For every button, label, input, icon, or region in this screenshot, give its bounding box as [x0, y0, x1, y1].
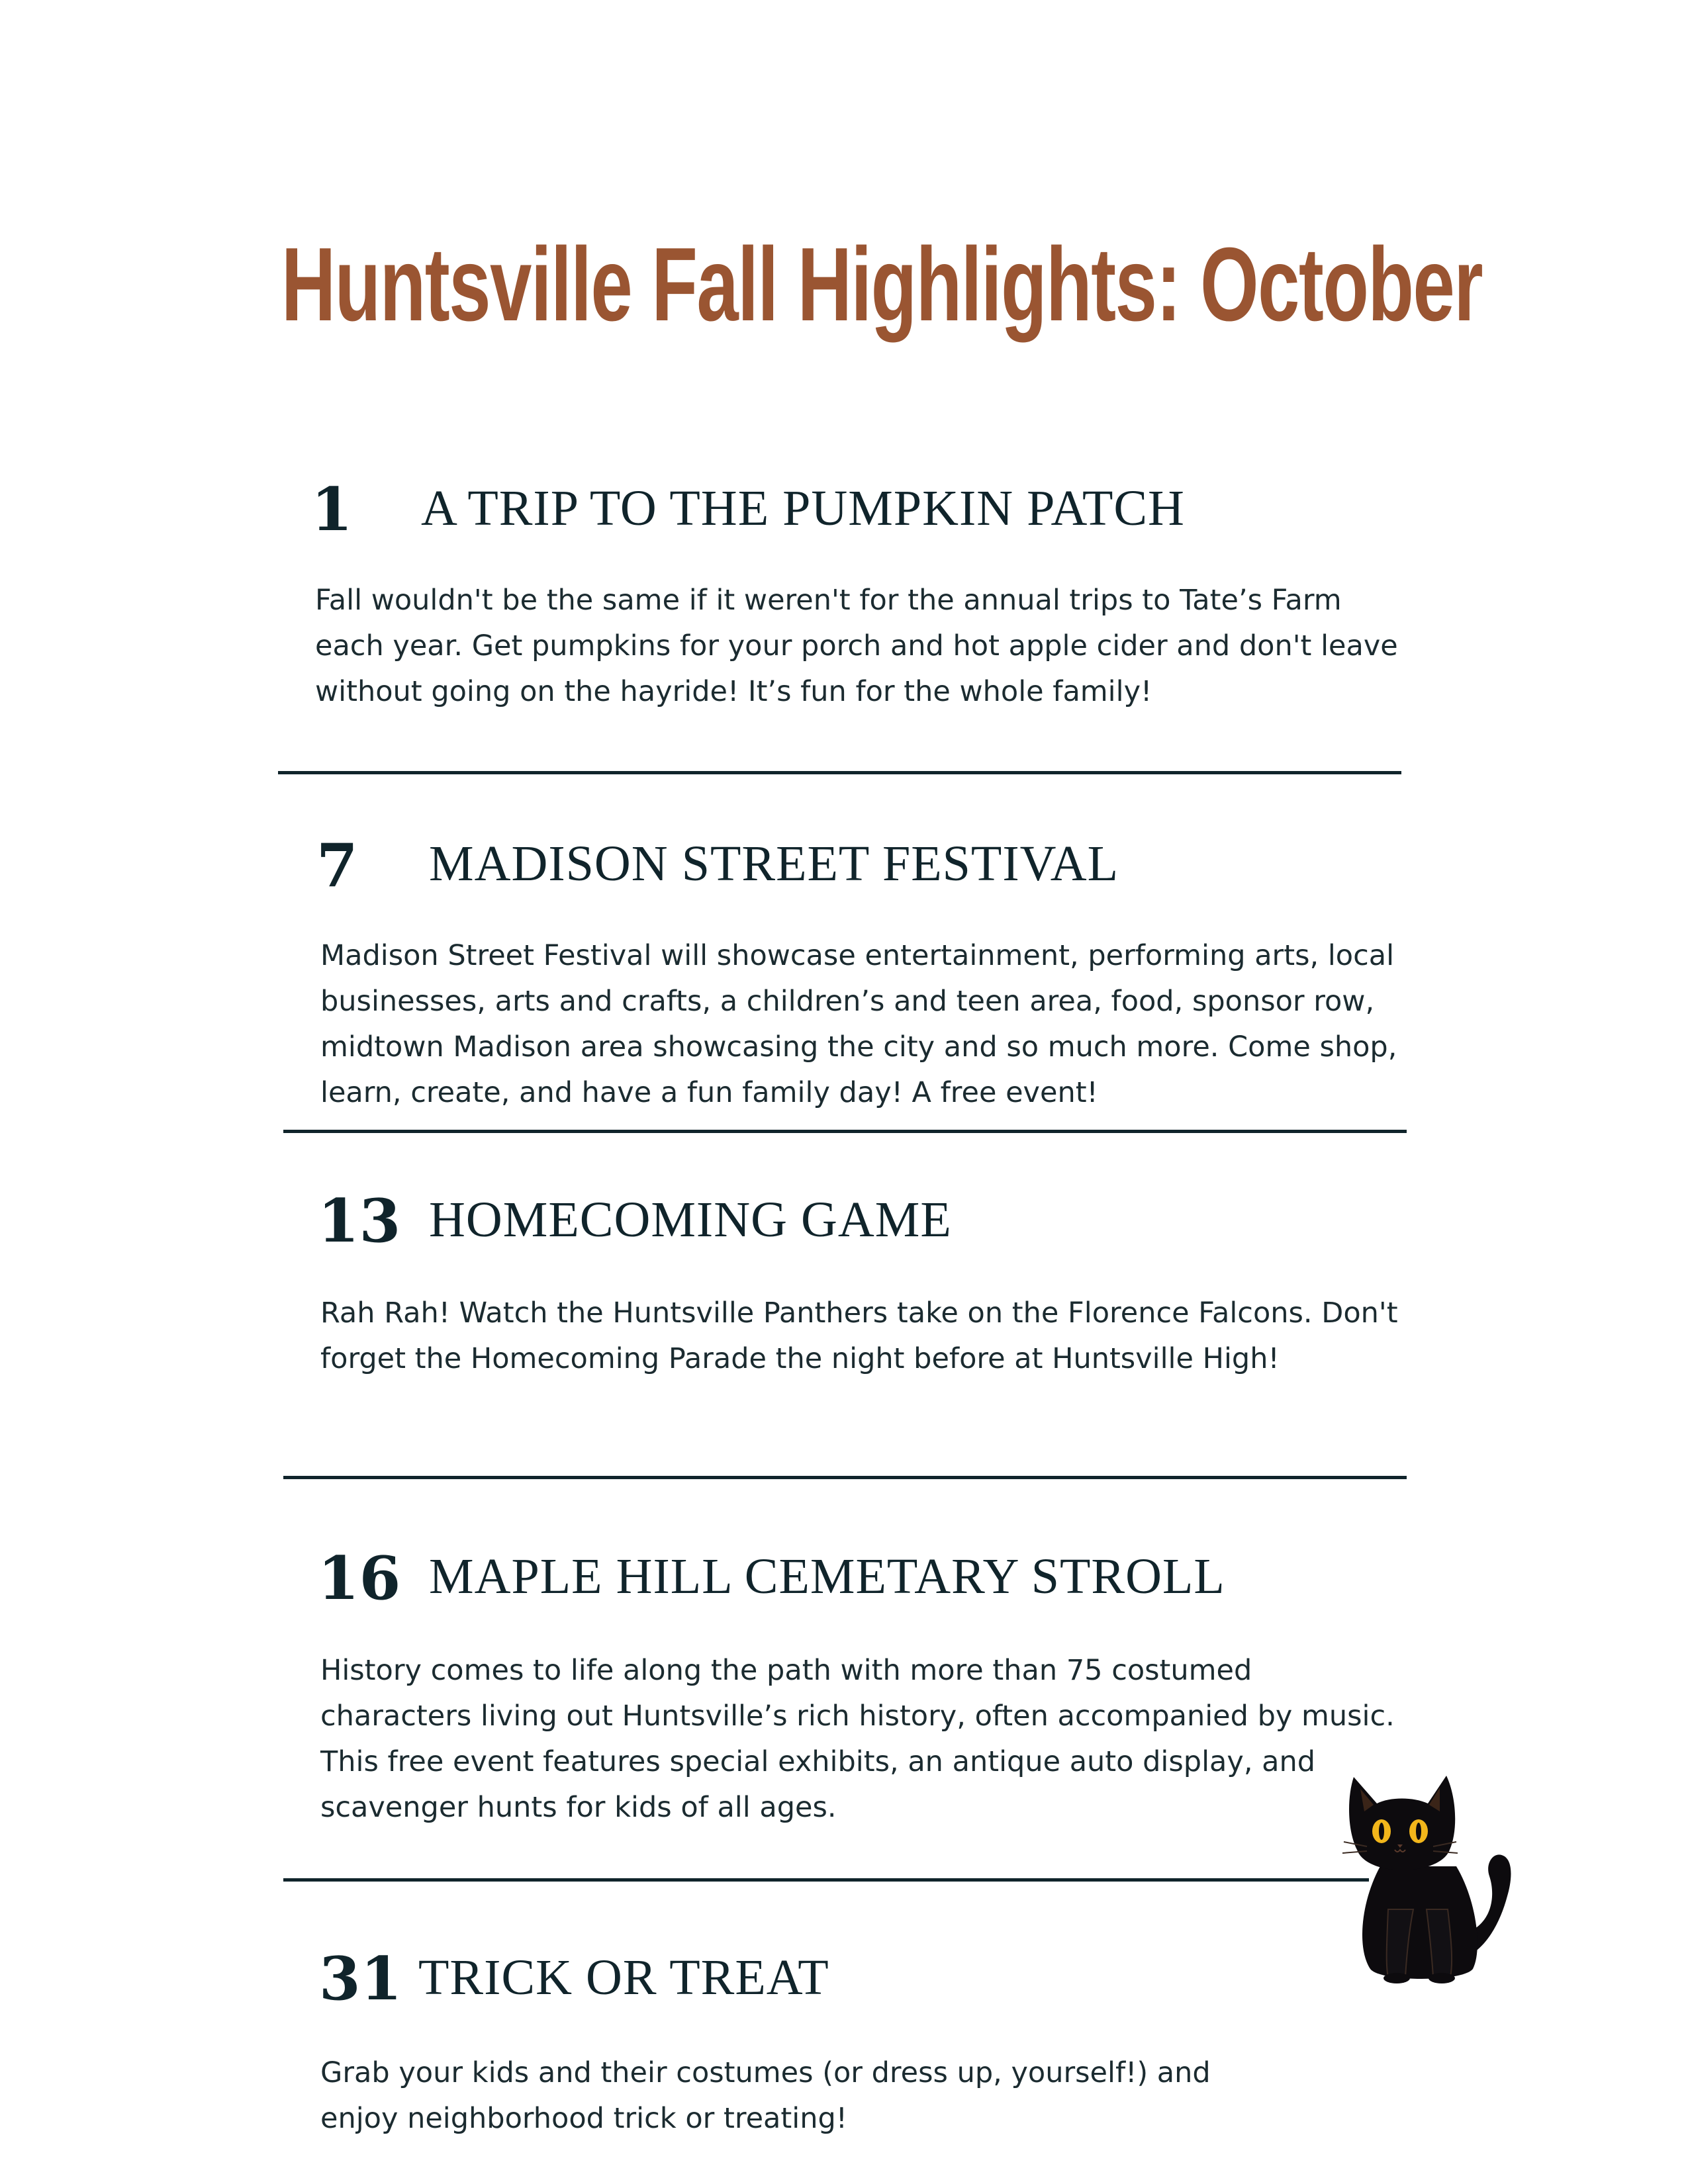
event-heading-pumpkin-patch: A TRIP TO THE PUMPKIN PATCH — [421, 480, 1185, 536]
event-heading-madison-street-festival: MADISON STREET FESTIVAL — [429, 836, 1119, 891]
event-description-madison-street-festival: Madison Street Festival will showcase entertainment, performing arts, local businesses, arts and crafts, a children’s and teen area, food, sponsor row, midtown Madison area showcasing the city and so much more. Come shop, learn, create, and have a fun family day! A free event! — [320, 939, 1397, 1109]
page-title: Huntsville Fall Highlights: October — [281, 226, 1483, 343]
event-heading-trick-or-treat: TRICK OR TREAT — [418, 1950, 829, 2005]
black-cat-icon — [1340, 1757, 1519, 1985]
event-day-13: 13 — [318, 1186, 401, 1256]
event-description-trick-or-treat: Grab your kids and their costumes (or dress up, yourself!) and enjoy neighborhood trick or treating! — [320, 2056, 1211, 2135]
event-heading-homecoming-game: HOMECOMING GAME — [429, 1192, 952, 1248]
section-divider — [278, 771, 1401, 774]
event-day-7: 7 — [316, 831, 358, 901]
section-divider — [283, 1878, 1369, 1882]
event-description-pumpkin-patch: Fall wouldn't be the same if it weren't for the annual trips to Tate’s Farm each year. Get pumpkins for your porch and hot apple cider and don't leave without going on the hayride! It’s fun for the whole family! — [315, 584, 1398, 708]
event-day-31: 31 — [319, 1944, 402, 2014]
event-heading-maple-hill-stroll: MAPLE HILL CEMETARY STROLL — [429, 1549, 1225, 1604]
event-day-1: 1 — [311, 475, 353, 545]
section-divider — [283, 1476, 1407, 1479]
section-divider — [283, 1130, 1407, 1133]
event-day-16: 16 — [318, 1543, 401, 1614]
event-description-maple-hill-stroll: History comes to life along the path with more than 75 costumed characters living out Huntsville’s rich history, often accompanied by music. This free event features special exhibits, an antique auto display, and scavenger hunts for kids of all ages. — [320, 1654, 1395, 1824]
event-description-homecoming-game: Rah Rah! Watch the Huntsville Panthers take on the Florence Falcons. Don't forget the Homecoming Parade the night before at Huntsville High! — [320, 1297, 1398, 1375]
